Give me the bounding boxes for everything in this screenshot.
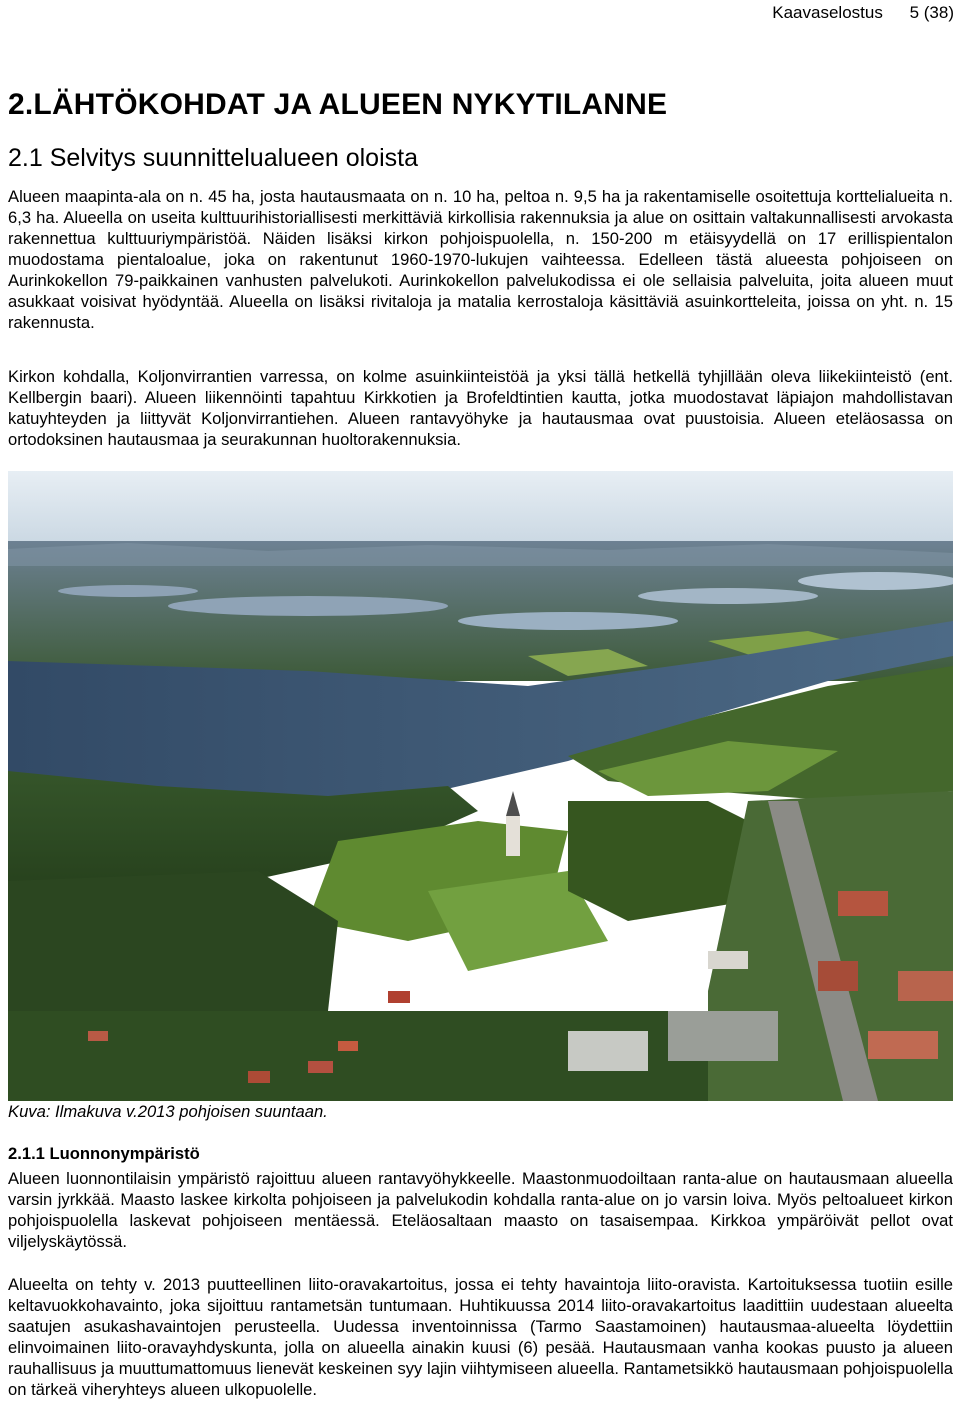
paragraph-flying-squirrel: Alueelta on tehty v. 2013 puutteellinen liito-oravakartoitus, jossa ei tehty havaintoja liito-oravista. Kartoituksessa tuotiin esille keltavuokkohavainto, joka sijoittuu rantametsän tuntumaan. Huhtikuussa 2014 liito-oravakartoitus laadittiin uudestaan alueelta saatujen asukashavaintojen perusteella. Uudessa inventoinnissa (Tarmo Saastamoinen) hautausmaa-alueelta löydettiin elinvoimainen liito-oravayhdyskunta, jolla on alueella ainakin kuusi (6) pesää. Hautausmaan vanha kookas puusto ja alueen rauhallisuus ja muuttumattomuus lienevät keskeinen syy lajin viihtymiseen alueella. Rantametsikkö hautausmaan pohjoispuolella on tärkeä viheryhteys alueen ulkopuolelle. — [8, 1275, 953, 1399]
figure-caption: Kuva: Ilmakuva v.2013 pohjoisen suuntaan. — [8, 1102, 328, 1121]
document-title: Kaavaselostus — [772, 3, 883, 22]
subsection-heading: 2.1 Selvitys suunnittelualueen oloista — [8, 144, 418, 172]
paragraph-terrain: Alueen luonnontilaisin ympäristö rajoittuu alueen rantavyöhykkeelle. Maastonmuodoiltaan ranta-alue on hautausmaan alueella varsin jyrkkää. Maasto laskee kirkolta pohjoiseen ja palvelukodin kohdalla ranta-alue on jo varsin loiva. Myös peltoalueet kirkon pohjoispuolella laskevat pohjoiseen mentäessä. Eteläosaltaan maasto on tasaisempaa. Kirkkoa ympäröivät pellot ovat viljelyskäytössä. — [8, 1169, 953, 1251]
page-header — [750, 3, 954, 23]
paragraph-traffic: Kirkon kohdalla, Koljonvirrantien varressa, on kolme asuinkiinteistöä ja yksi tällä hetkellä tyhjillään oleva liikekiinteistö (ent. Kellbergin baari). Alueen liikennöinti tapahtuu Kirkkotien ja Brofeldtintien kautta, jotka muodostavat läpiajon mahdollistavan katuyhteyden ja liittyvät Koljonvirrantiehen. Alueen rantavyöhyke ja hautausmaa ovat puustoisia. Alueen eteläosassa on ortodoksinen hautausmaa ja seurakunnan huoltorakennuksia. — [8, 367, 953, 449]
aerial-photo — [8, 471, 953, 1101]
section-heading: 2.LÄHTÖKOHDAT JA ALUEEN NYKYTILANNE — [8, 88, 668, 121]
nature-heading: 2.1.1 Luonnonympäristö — [8, 1144, 200, 1163]
page-number: 5 (38) — [909, 3, 954, 22]
paragraph-area-overview: Alueen maapinta-ala on n. 45 ha, josta hautausmaata on n. 10 ha, peltoa n. 9,5 ha ja rakentamiselle osoitettuja korttelialueita n. 6,3 ha. Alueella on useita kulttuurihistoriallisesti merkittäviä kirkollisia rakennuksia ja alue on osittain valtakunnallisesti arvokasta rakennettua kulttuuriympäristöä. Näiden lisäksi kirkon pohjoispuolella, n. 150-200 m etäisyydellä on 17 erillispientalon muodostama pientaloalue, joka on rakentunut 1960-1970-lukujen vaihteessa. Edelleen tästä alueesta pohjoiseen on Aurinkokellon 79-paikkainen vanhusten palvelukoti. Aurinkokellon palvelukodissa ei ole sellaisia palveluita, joita alueen muut asukkaat voisivat hyödyntää. Alueella on lisäksi rivitaloja ja matalia kerrostaloja käsittäviä asuinkortteleita, joissa on yht. n. 15 rakennusta. — [8, 187, 953, 332]
